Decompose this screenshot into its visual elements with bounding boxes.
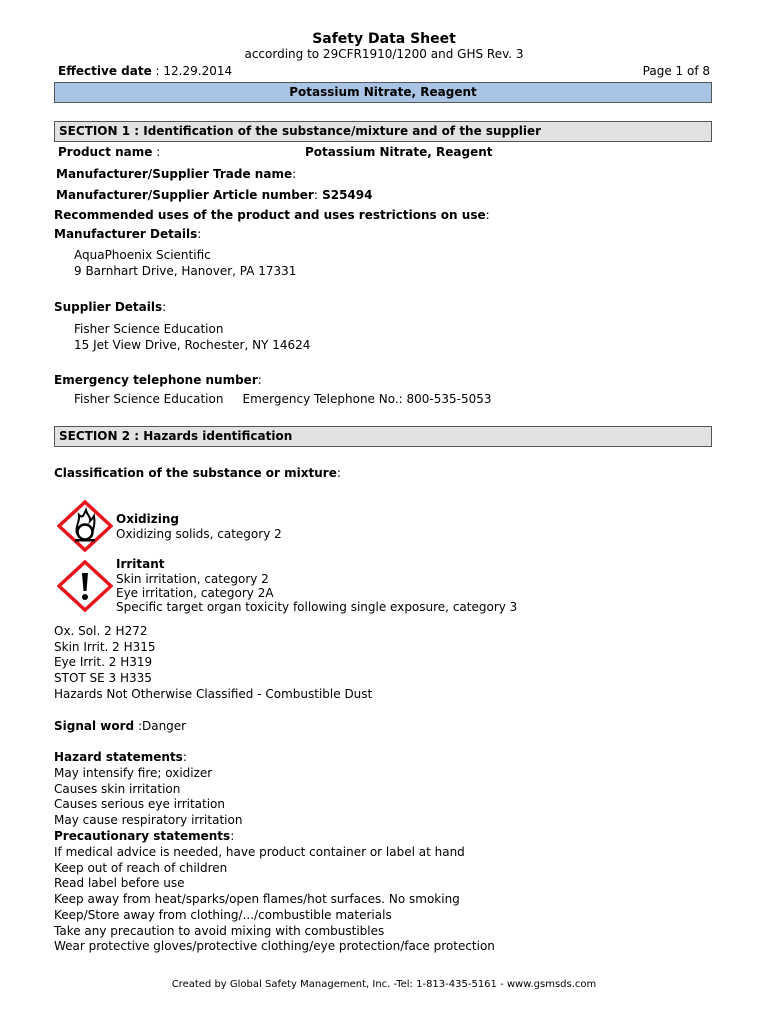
- signal-word-row: [54, 719, 186, 735]
- supplier-details-sep: :: [162, 300, 167, 314]
- recommended-uses-label: Recommended uses of the product and uses restrictions on use: [54, 208, 486, 222]
- trade-name-row: [56, 167, 296, 183]
- supplier-name: Fisher Science Education: [74, 322, 224, 336]
- hazard-code: STOT SE 3 H335: [54, 671, 152, 685]
- pictogram-1-line: Oxidizing solids, category 2: [116, 527, 282, 541]
- article-number-sep: :: [313, 188, 318, 202]
- emergency-phone-line: Fisher Science Education Emergency Telephone No.: 800-535-5053: [74, 392, 492, 406]
- supplier-details-row: [54, 300, 166, 316]
- recommended-uses-sep: :: [485, 208, 490, 222]
- supplier-address: 15 Jet View Drive, Rochester, NY 14624: [74, 338, 311, 352]
- precautionary-statement: Keep/Store away from clothing/.../combustible materials: [54, 908, 392, 922]
- signal-word-label: Signal word: [54, 719, 135, 733]
- supplier-details-label: Supplier Details: [54, 300, 163, 314]
- classification-row: [54, 466, 341, 482]
- section-2-header: [54, 426, 712, 447]
- hazard-code: Ox. Sol. 2 H272: [54, 624, 148, 638]
- hazard-statement: May intensify fire; oxidizer: [54, 766, 213, 780]
- hazard-code: Hazards Not Otherwise Classified - Combustible Dust: [54, 687, 373, 701]
- hazard-statements-row: [54, 750, 187, 766]
- effective-date: [58, 64, 232, 78]
- recommended-uses-row: [54, 208, 490, 224]
- classification-label: Classification of the substance or mixture: [54, 466, 337, 480]
- precautionary-statement: If medical advice is needed, have product container or label at hand: [54, 845, 465, 859]
- hazard-statement: Causes serious eye irritation: [54, 797, 226, 811]
- trade-name-label: Manufacturer/Supplier Trade name: [56, 167, 293, 181]
- manufacturer-address: 9 Barnhart Drive, Hanover, PA 17331: [74, 264, 297, 278]
- hazard-statements-label: Hazard statements: [54, 750, 183, 764]
- emergency-phone-sep: :: [257, 373, 262, 387]
- regulation-subtitle: according to 29CFR1910/1200 and GHS Rev. 3: [244, 47, 524, 61]
- pictogram-2-line-3: Specific target organ toxicity following single exposure, category 3: [116, 600, 518, 614]
- page-number: Page 1 of 8: [642, 64, 710, 78]
- trade-name-sep: :: [292, 167, 297, 181]
- signal-word-value: :Danger: [134, 719, 187, 733]
- product-name-row: [58, 145, 160, 161]
- exclamation-mark-icon: [57, 560, 113, 612]
- section-2-title: SECTION 2 : Hazards identification: [59, 429, 293, 443]
- hazard-statement: Causes skin irritation: [54, 782, 181, 796]
- article-number-value: S25494: [317, 188, 373, 202]
- pictogram-1-title: Oxidizing: [116, 512, 179, 526]
- precautionary-statement: Keep away from heat/sparks/open flames/hot surfaces. No smoking: [54, 892, 460, 906]
- pictogram-2-line-1: Skin irritation, category 2: [116, 572, 269, 586]
- section-1-title: SECTION 1 : Identification of the substance/mixture and of the supplier: [59, 124, 542, 138]
- manufacturer-details-sep: :: [197, 227, 202, 241]
- product-name-label: Product name: [58, 145, 153, 159]
- precautionary-statements-sep: :: [230, 829, 235, 843]
- precautionary-statement: Keep out of reach of children: [54, 861, 228, 875]
- hazard-code: Eye Irrit. 2 H319: [54, 655, 153, 669]
- product-banner-text: Potassium Nitrate, Reagent: [289, 85, 477, 99]
- precautionary-statement: Read label before use: [54, 876, 185, 890]
- precautionary-statements-label: Precautionary statements: [54, 829, 231, 843]
- article-number-label: Manufacturer/Supplier Article number: [56, 188, 314, 202]
- manufacturer-name: AquaPhoenix Scientific: [74, 248, 211, 262]
- emergency-phone-label: Emergency telephone number: [54, 373, 258, 387]
- document-title: Safety Data Sheet: [312, 31, 456, 47]
- section-1-header: [54, 121, 712, 142]
- hazard-code: Skin Irrit. 2 H315: [54, 640, 156, 654]
- emergency-phone-row: [54, 373, 262, 389]
- pictogram-2-line-2: Eye irritation, category 2A: [116, 586, 274, 600]
- product-name-sep: :: [152, 145, 161, 159]
- effective-date-label: Effective date: [58, 64, 152, 78]
- precautionary-statement: Take any precaution to avoid mixing with combustibles: [54, 924, 385, 938]
- precautionary-statement: Wear protective gloves/protective clothing/eye protection/face protection: [54, 939, 495, 953]
- product-banner: [54, 82, 712, 103]
- product-name-value: Potassium Nitrate, Reagent: [305, 145, 493, 159]
- manufacturer-details-label: Manufacturer Details: [54, 227, 198, 241]
- precautionary-statements-row: [54, 829, 234, 845]
- page-footer: Created by Global Safety Management, Inc. -Tel: 1-813-435-5161 - www.gsmsds.com: [171, 979, 597, 990]
- effective-date-value: : 12.29.2014: [151, 64, 233, 78]
- pictogram-2-title: Irritant: [116, 557, 165, 571]
- classification-sep: :: [336, 466, 341, 480]
- hazard-statement: May cause respiratory irritation: [54, 813, 243, 827]
- article-number-row: [56, 188, 372, 204]
- manufacturer-details-row: [54, 227, 201, 243]
- hazard-statements-sep: :: [182, 750, 187, 764]
- flame-over-circle-icon: [57, 500, 113, 552]
